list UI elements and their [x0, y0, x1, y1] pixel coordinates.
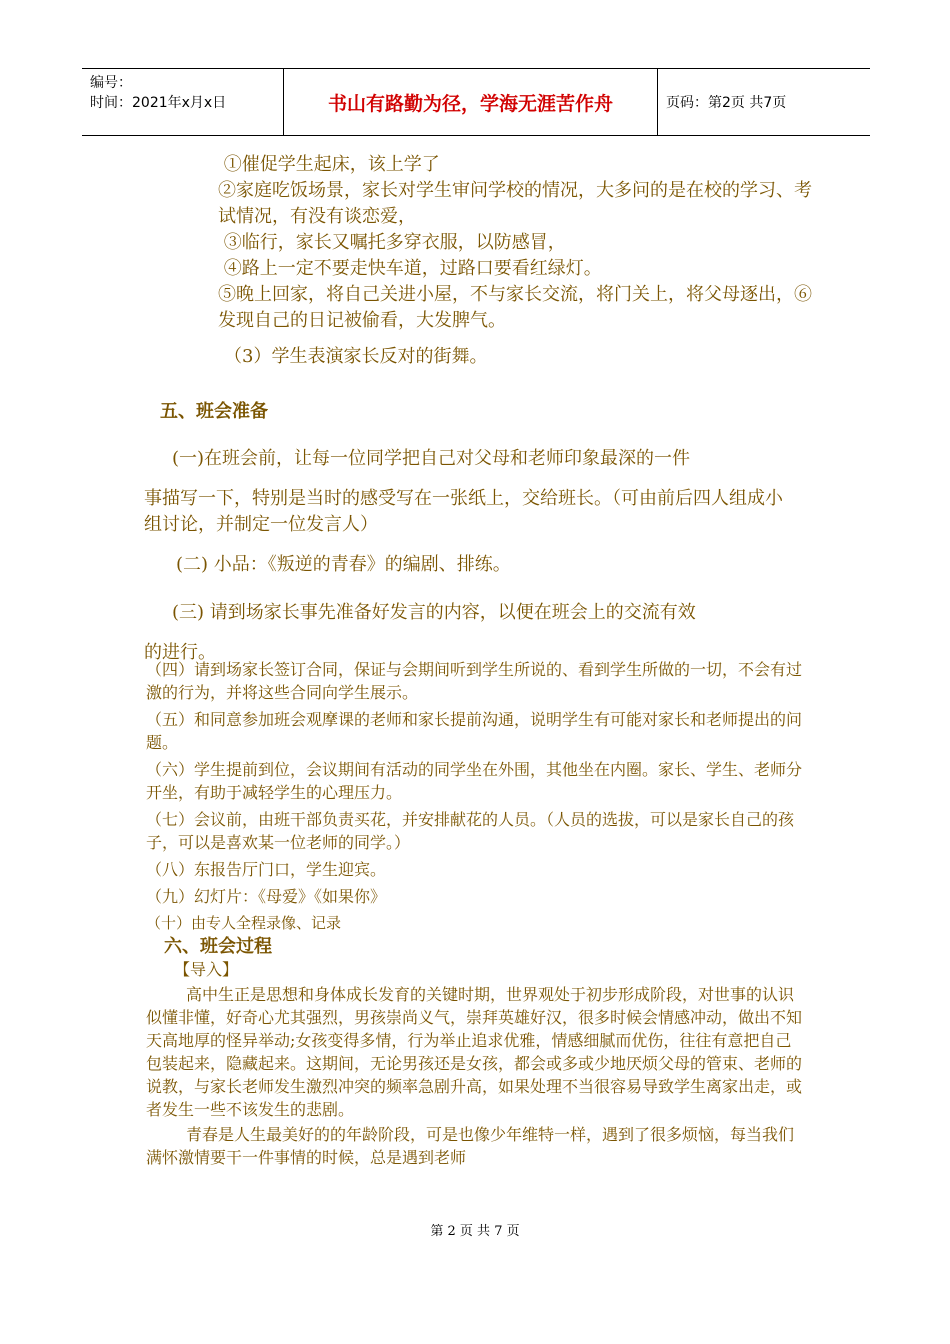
- para: 高中生正是思想和身体成长发育的关键时期，世界观处于初步形成阶段，对世事的认识似懂非懂，好奇心尤其强烈，男孩崇尚义气，崇拜英雄好汉，很多时候会情感冲动，做出不知天高地厚的怪异举动;女孩变得多情，行为举止追求优雅，情感细腻而优伤，往往有意把自己包装起来，隐藏起来。这期间，无论男孩还是女孩，都会或多或少地厌烦父母的管束、老师的说教，与家长老师发生激烈冲突的频率急剧升高，如果处理不当很容易导致学生离家出走，或者发生一些不该发生的悲剧。: [146, 985, 803, 1119]
- para: 的进行。: [144, 642, 216, 663]
- para: （五）和同意参加班会观摩课的老师和家长提前沟通，说明学生有可能对家长和老师提出的问题。: [146, 710, 803, 752]
- section-5-title: 五、班会准备: [160, 401, 268, 422]
- para: （七）会议前，由班干部负责买花，并安排献花的人员。（人员的选拔，可以是家长自己的孩子，可以是喜欢某一位老师的同学。）: [146, 810, 795, 852]
- para: （八）东报告厅门口，学生迎宾。: [146, 860, 387, 879]
- para: 青春是人生最美好的的年龄阶段，可是也像少年维特一样，遇到了很多烦恼，每当我们满怀激情要干一件事情的时候，总是遇到老师: [146, 1125, 795, 1167]
- list-block: [218, 152, 818, 370]
- para: 事描写一下，特别是当时的感受写在一张纸上，交给班长。（可由前后四人组成小组讨论，并制定一位发言人）: [144, 488, 783, 535]
- page-footer: 第 2 页 共 7 页: [430, 1224, 520, 1239]
- para: （十）由专人全程录像、记录: [146, 914, 342, 932]
- header-motto: 书山有路勤为径，学海无涯苦作舟: [284, 69, 658, 135]
- list-item: ⑤晚上回家，将自己关进小屋，不与家长交流，将门关上，将父母逐出，⑥发现自己的日记被偷看，大发脾气。: [218, 284, 812, 331]
- para: (二) 小品：《叛逆的青春》的编剧、排练。: [176, 554, 511, 575]
- list-item: ①催促学生起床，该上学了: [218, 154, 440, 175]
- item-3: （3）学生表演家长反对的街舞。: [224, 346, 488, 367]
- code-label: 编号：: [90, 75, 132, 91]
- section-5-list: [146, 658, 806, 935]
- section-6-title: 六、班会过程: [164, 936, 272, 957]
- para: (三) 请到场家长事先准备好发言的内容，以便在班会上的交流有效: [172, 602, 696, 623]
- time-label: 时间：2021年x月x日: [90, 95, 227, 111]
- section-6-body: [146, 958, 806, 1169]
- para: （四）请到场家长签订合同，保证与会期间听到学生所说的、看到学生所做的一切，不会有过激的行为，并将这些合同向学生展示。: [146, 660, 803, 702]
- para: （九）幻灯片：《母爱》《如果你》: [146, 887, 387, 906]
- page-header: [82, 68, 870, 136]
- intro-label: 【导入】: [174, 960, 239, 979]
- header-page-label: 页码：第2页 共7页: [666, 95, 787, 111]
- list-item: ②家庭吃饭场景，家长对学生审问学校的情况，大多问的是在校的学习、考试情况，有没有谈恋爱，: [218, 180, 812, 227]
- para: （六）学生提前到位，会议期间有活动的同学坐在外围，其他坐在内圈。家长、学生、老师分开坐，有助于减轻学生的心理压力。: [146, 760, 803, 802]
- list-item: ③临行，家长又嘱托多穿衣服，以防感冒，: [218, 232, 566, 253]
- para: (一)在班会前，让每一位同学把自己对父母和老师印象最深的一件: [172, 448, 691, 469]
- header-meta: [82, 69, 284, 135]
- section-5-body: [144, 446, 812, 666]
- list-item: ④路上一定不要走快车道，过路口要看红绿灯。: [218, 258, 602, 279]
